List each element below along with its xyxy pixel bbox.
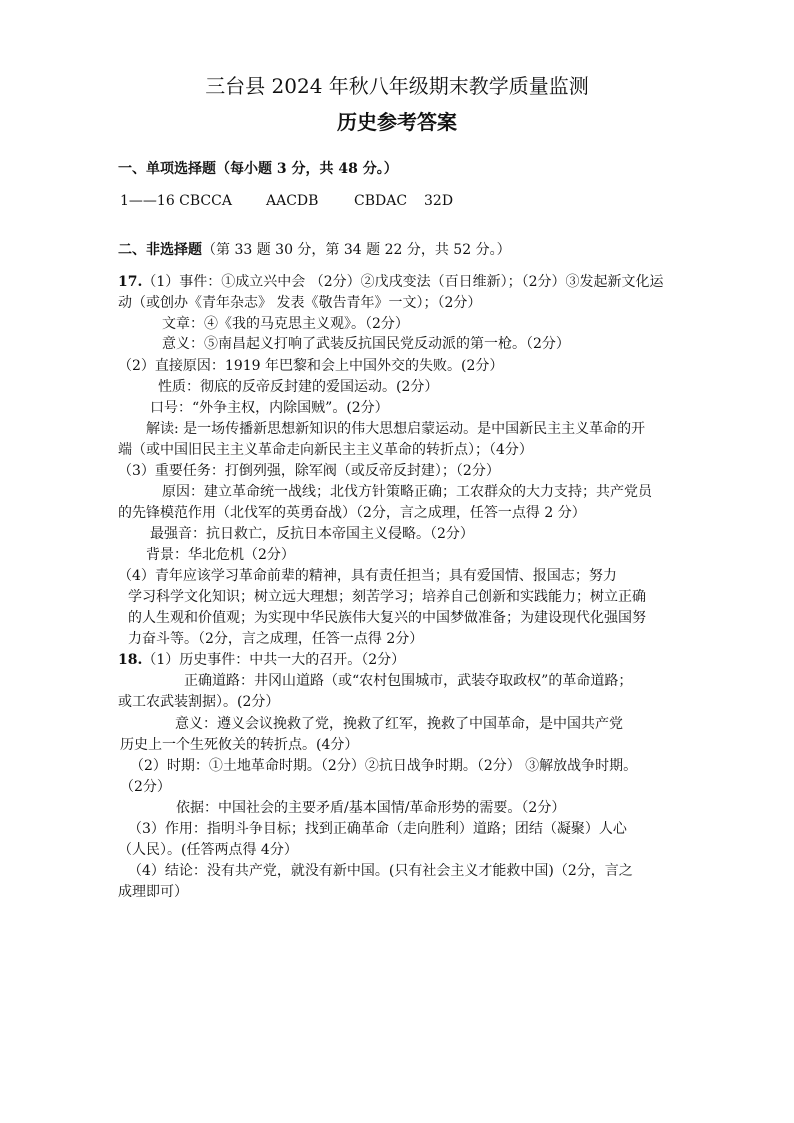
q17-line-4: 意义：⑤南昌起义打响了武装反抗国民党反动派的第一枪。（2分） (162, 336, 570, 352)
q18-line-11: （4）结论：没有共产党，就没有新中国。(只有社会主义才能救中国)（2分，言之 (128, 863, 633, 879)
q17-line-1 (118, 272, 664, 292)
q18-line-2: 正确道路：井冈山道路（或“农村包围城市，武装夺取政权”的革命道路； (184, 673, 633, 689)
q17-line-12: 的先锋模范作用（北伐军的英勇奋战）（2分，言之成理，任答一点得 2 分） (118, 505, 586, 521)
q17-line-17: 的人生观和价值观；为实现中华民族伟大复兴的中国梦做准备；为建设现代化强国努 (128, 610, 646, 626)
q18-text: （1）历史事件：中共一大的召开。（2分） (142, 652, 406, 668)
q17-number: 17. (118, 274, 143, 290)
q18-number: 18. (118, 652, 143, 668)
q17-line-13: 最强音：抗日救亡，反抗日本帝国主义侵略。（2分） (150, 526, 474, 542)
q17-line-15: （4）青年应该学习革命前辈的精神，具有责任担当；具有爱国情、报国志；努力 (118, 568, 617, 584)
exam-title: 三台县 2024 年秋八年级期末教学质量监测 (205, 74, 589, 98)
q18-line-7: （2分） (120, 779, 171, 795)
q17-line-7: 口号：“外争主权，内除国贼”。(2分） (150, 400, 389, 416)
q17-text: （1）事件：①成立兴中会 （2分）②戊戌变法（百日维新）；（2分）③发起新文化运 (142, 274, 664, 290)
mc-group-3: CBDAC (354, 193, 408, 209)
mc-group-1: 1——16 CBCCA (120, 193, 232, 209)
q18-line-8: 依据：中国社会的主要矛盾/基本国情/革命形势的需要。（2分） (176, 800, 566, 816)
q17-line-8: 解读: 是一场传播新思想新知识的伟大思想启蒙运动。是中国新民主主义革命的开 (146, 421, 646, 437)
q18-line-9: （3）作用：指明斗争目标；找到正确革命（走向胜利）道路；团结（凝聚）人心 (128, 821, 627, 837)
q18-line-6: （2）时期：①土地革命时期。（2分）②抗日战争时期。（2分） ③解放战争时期。 (130, 758, 638, 774)
mc-group-2: AACDB (266, 193, 319, 209)
mc-group-4: 32D (424, 193, 454, 209)
q18-line-4: 意义：遵义会议挽救了党，挽救了红军，挽救了中国革命，是中国共产党 (175, 716, 623, 732)
q17-line-14: 背景：华北危机（2分） (146, 547, 295, 563)
q17-line-3: 文章：④《我的马克思主义观》。（2分） (162, 316, 409, 332)
q18-line-1 (118, 650, 405, 670)
q17-line-11: 原因：建立革命统一战线；北伐方针策略正确；工农群众的大力支持；共产党员 (162, 484, 652, 500)
q18-line-12: 成理即可） (118, 884, 188, 900)
q17-line-10: （3）重要任务：打倒列强，除军阀（或反帝反封建）；（2分） (118, 463, 500, 479)
section2-title: 二、非选择题 (118, 242, 202, 258)
section2-heading (118, 240, 511, 260)
section1-heading: 一、单项选择题（每小题 3 分，共 48 分。） (118, 161, 398, 177)
q18-line-3: 或工农武装割据）。(2分） (118, 694, 280, 710)
q17-line-6: 性质：彻底的反帝反封建的爱国运动。(2分） (158, 379, 439, 395)
q17-line-2: 动（或创办《青年杂志》 发表《敬告青年》一文）；（2分） (118, 295, 482, 311)
section2-note: （第 33 题 30 分，第 34 题 22 分，共 52 分。） (202, 242, 511, 258)
q17-line-5: （2）直接原因：1919 年巴黎和会上中国外交的失败。(2分） (118, 358, 504, 374)
answer-key-title: 历史参考答案 (337, 110, 457, 134)
q17-line-18: 力奋斗等。（2分，言之成理，任答一点得 2分） (128, 631, 424, 647)
q17-line-16: 学习科学文化知识；树立远大理想；刻苦学习；培养自己创新和实践能力；树立正确 (128, 589, 646, 605)
q18-line-5: 历史上一个生死攸关的转折点。(4分） (120, 737, 359, 753)
q17-line-9: 端（或中国旧民主主义革命走向新民主主义革命的转折点）；（4分） (118, 442, 533, 458)
q18-line-10: （人民）。(任答两点得 4分） (118, 842, 298, 858)
